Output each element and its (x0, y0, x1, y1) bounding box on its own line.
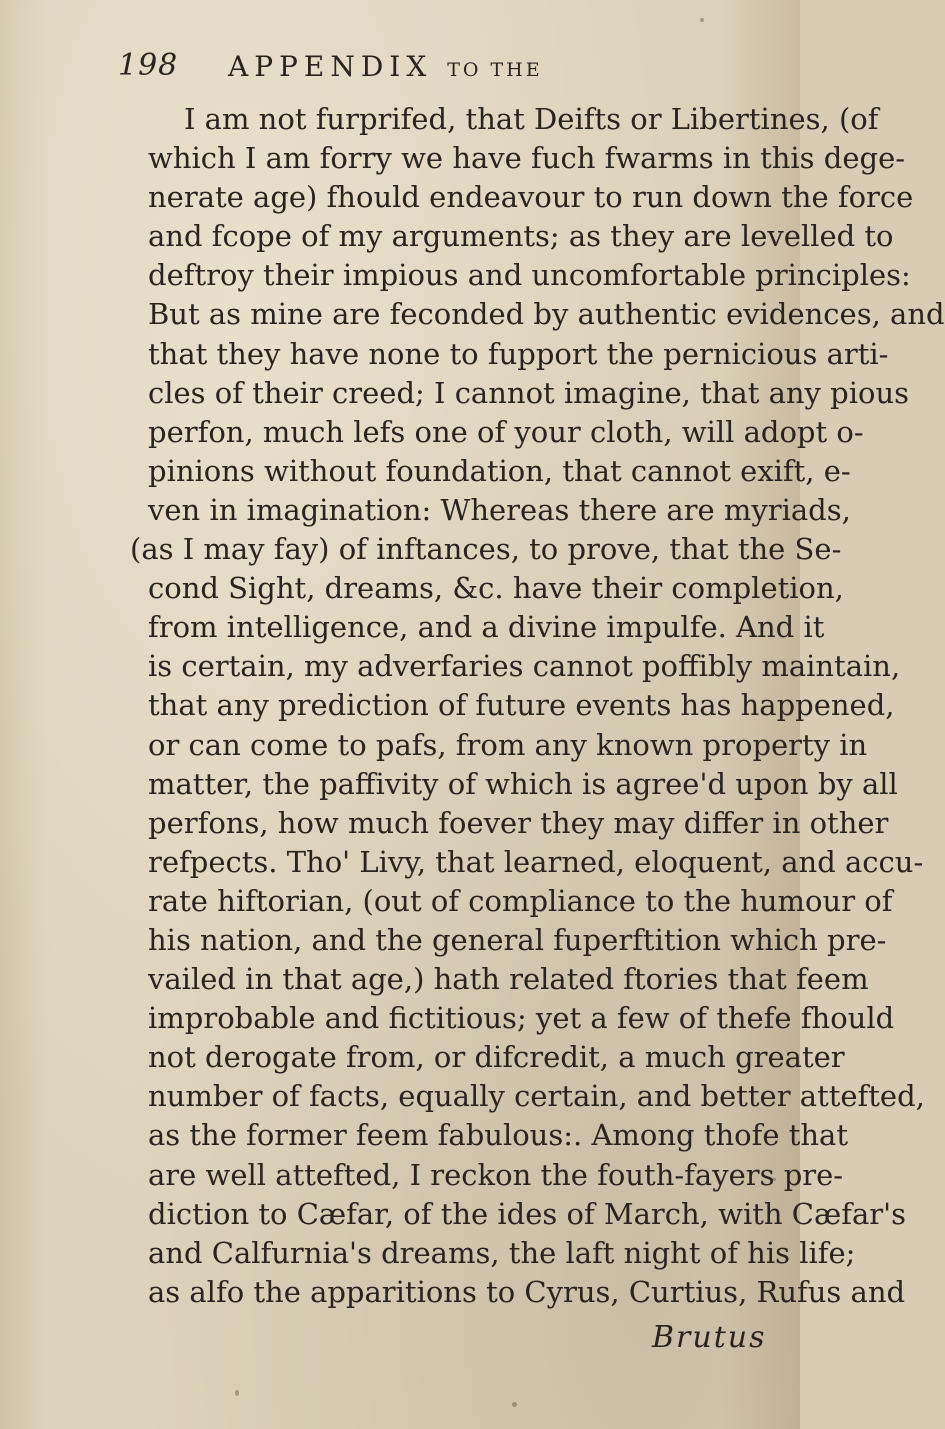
page-header (118, 48, 718, 88)
text-line: from intelligence, and a divine impulfe. And it (148, 610, 825, 645)
text-line: as alfo the apparitions to Cyrus, Curtius, Rufus and (148, 1274, 906, 1309)
text-line: But as mine are feconded by authentic evidences, and (148, 297, 945, 332)
body-text (130, 100, 945, 1312)
page-number: 198 (118, 48, 179, 83)
text-line: refpects. Tho' Livy, that learned, eloquent, and accu- (148, 844, 924, 879)
text-line: that they have none to fupport the pernicious arti- (148, 336, 889, 371)
text-line: diction to Cæfar, of the ides of March, with Cæfar's (148, 1196, 906, 1231)
text-line: deftroy their impious and uncomfortable principles: (148, 258, 911, 293)
text-line: not derogate from, or difcredit, a much greater (148, 1040, 845, 1075)
text-line: pinions without foundation, that cannot exift, e- (148, 453, 851, 488)
text-line: is certain, my adverfaries cannot poffibly maintain, (148, 649, 901, 684)
text-line: vailed in that age,) hath related ftories that feem (148, 962, 869, 997)
text-line: are well attefted, I reckon the fouth-fayers pre- (148, 1157, 844, 1192)
text-line: cond Sight, dreams, &c. have their completion, (148, 571, 844, 606)
text-line: perfons, how much foever they may differ in other (148, 805, 889, 840)
text-line: nerate age) fhould endeavour to run down the force (148, 180, 914, 215)
text-line: matter, the paffivity of which is agree'd upon by all (148, 766, 898, 801)
running-head-small: TO THE (447, 59, 543, 81)
text-line: which I am forry we have fuch fwarms in this dege- (148, 141, 906, 176)
text-line: improbable and fictitious; yet a few of thefe fhould (148, 1001, 895, 1036)
catchword: Brutus (652, 1320, 767, 1355)
running-head (228, 50, 543, 83)
text-line: number of facts, equally certain, and better attefted, (148, 1079, 925, 1114)
text-line: and Calfurnia's dreams, the laft night of his life; (148, 1235, 856, 1270)
text-line: (as I may fay) of inftances, to prove, that the Se- (130, 532, 842, 567)
text-line: cles of their creed; I cannot imagine, that any pious (148, 375, 910, 410)
text-line: as the former feem fabulous:. Among thofe that (148, 1118, 848, 1153)
text-line: I am not furprifed, that Deifts or Libertines, (of (184, 102, 879, 136)
text-line: or can come to pafs, from any known property in (148, 727, 868, 762)
text-line: and fcope of my arguments; as they are levelled to (148, 219, 894, 254)
text-line: his nation, and the general fuperftition which pre- (148, 922, 887, 957)
text-line: that any prediction of future events has happened, (148, 688, 895, 723)
paper-speck (700, 18, 704, 22)
running-head-title: APPENDIX (228, 50, 433, 83)
text-line: perfon, much lefs one of your cloth, will adopt o- (148, 414, 864, 449)
paper-speck (235, 1390, 239, 1396)
paper-speck (512, 1402, 517, 1407)
text-line: rate hiftorian, (out of compliance to the humour of (148, 883, 893, 918)
text-line: ven in imagination: Whereas there are myriads, (148, 492, 851, 527)
paper-speck (772, 1178, 776, 1181)
